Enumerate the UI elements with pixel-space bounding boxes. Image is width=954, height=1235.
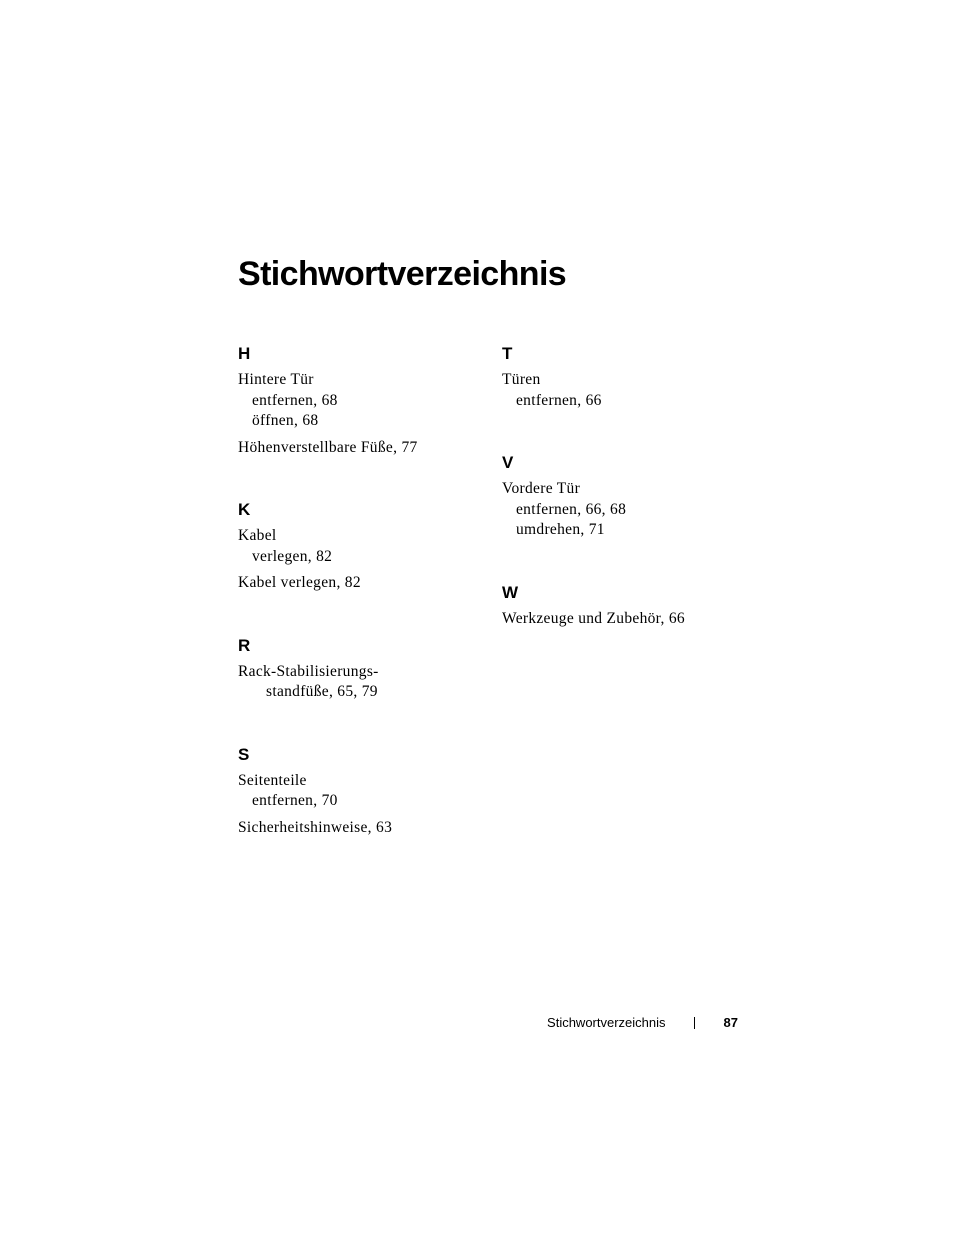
index-term: Höhenverstellbare Füße, 77: [238, 438, 418, 456]
index-term: Werkzeuge und Zubehör, 66: [502, 609, 685, 627]
index-entry: [502, 609, 752, 630]
section-letter: V: [502, 453, 514, 472]
index-column-right: [502, 340, 752, 667]
index-entry: [502, 370, 752, 411]
index-entry: [238, 662, 488, 703]
index-term: Türen: [502, 371, 541, 388]
index-subterm: umdrehen, 71: [516, 521, 605, 538]
section-letter: T: [502, 344, 513, 363]
index-term: Vordere Tür: [502, 480, 581, 497]
section-letter: H: [238, 344, 251, 363]
index-term-continuation: standfüße, 65, 79: [266, 683, 378, 700]
page-title: Stichwortverzeichnis: [238, 255, 567, 293]
index-entry: [238, 438, 488, 459]
section-letter: K: [238, 500, 251, 519]
page-footer: [547, 1013, 738, 1033]
index-entry: [238, 818, 488, 839]
section-letter: S: [238, 744, 250, 764]
index-term: Kabel verlegen, 82: [238, 574, 361, 591]
index-term: Kabel: [238, 527, 277, 544]
index-subterm: entfernen, 70: [252, 792, 338, 809]
index-subterm: entfernen, 66, 68: [516, 500, 627, 518]
index-subterm: öffnen, 68: [252, 412, 319, 429]
index-entry: [502, 479, 752, 541]
index-entry: [238, 526, 488, 567]
index-section-s: [238, 741, 488, 839]
section-letter: W: [502, 582, 519, 602]
index-section-r: [238, 632, 488, 703]
index-section-t: [502, 340, 752, 411]
footer-section-title: Stichwortverzeichnis: [547, 1015, 666, 1030]
index-column-left: [238, 340, 488, 876]
section-letter: R: [238, 635, 251, 655]
index-subterm: entfernen, 66: [516, 391, 602, 409]
index-section-w: [502, 579, 752, 630]
index-term: Hintere Tür: [238, 371, 314, 388]
index-term: Seitenteile: [238, 771, 307, 789]
index-entry: [238, 771, 488, 812]
index-term: Rack-Stabilisierungs-: [238, 662, 379, 680]
index-subterm: verlegen, 82: [252, 547, 333, 565]
index-section-h: [238, 340, 488, 458]
index-section-v: [502, 449, 752, 541]
index-subterm: entfernen, 68: [252, 391, 338, 409]
index-term: Sicherheitshinweise, 63: [238, 818, 393, 836]
index-section-k: [238, 496, 488, 594]
index-entry: [238, 573, 488, 594]
page-number: 87: [723, 1015, 738, 1030]
index-entry: [238, 370, 488, 432]
footer-separator: [694, 1017, 695, 1029]
